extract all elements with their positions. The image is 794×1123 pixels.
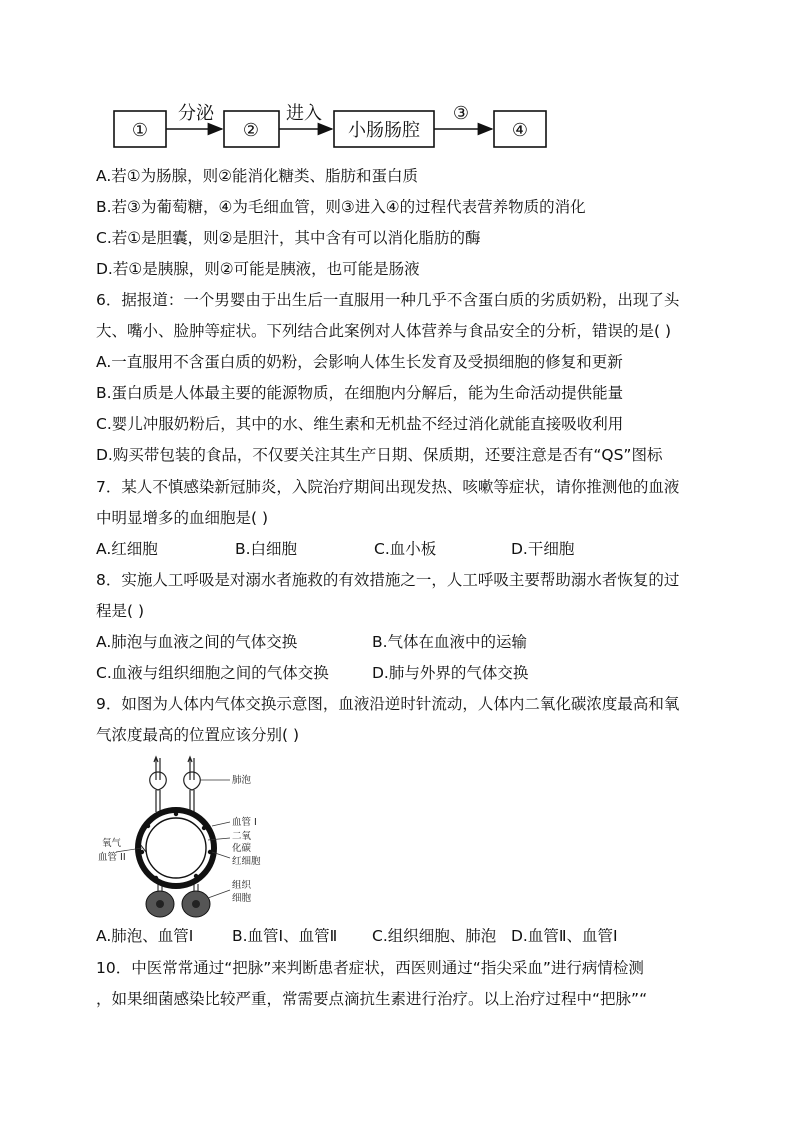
label-tissue-line1: 组织 bbox=[232, 880, 252, 891]
label-vessel-2: 血管 II bbox=[98, 852, 126, 863]
q9-option-c: C.组织细胞、肺泡 bbox=[372, 927, 497, 945]
q6-option-b: B.蛋白质是人体最主要的能源物质，在细胞内分解后，能为生命活动提供能量 bbox=[96, 384, 624, 402]
label-co2-line1: 二氧 bbox=[232, 831, 252, 842]
q8-stem-line2: 程是( ) bbox=[96, 602, 145, 620]
label-oxygen: 氧气 bbox=[102, 838, 122, 849]
q5-option-b: B.若③为葡萄糖，④为毛细血管，则③进入④的过程代表营养物质的消化 bbox=[96, 198, 586, 216]
q8-option-c: C.血液与组织细胞之间的气体交换 bbox=[96, 664, 329, 682]
q9-stem-line2: 气浓度最高的位置应该分别( ) bbox=[96, 726, 300, 744]
q5-option-d: D.若①是胰腺，则②可能是胰液，也可能是肠液 bbox=[96, 260, 420, 278]
q6-option-c: C.婴儿冲服奶粉后，其中的水、维生素和无机盐不经过消化就能直接吸收利用 bbox=[96, 415, 624, 433]
label-co2-line2: 化碳 bbox=[232, 843, 252, 854]
alveoli-drawing bbox=[150, 757, 201, 812]
q7-stem-line2: 中明显增多的血细胞是( ) bbox=[96, 509, 269, 527]
q7-option-a: A.红细胞 bbox=[96, 540, 158, 558]
vessel-ring-inner bbox=[146, 818, 206, 878]
q10-stem-line1: 10．中医常常通过“把脉”来判断患者症状，西医则通过“指尖采血”进行病情检测 bbox=[96, 959, 644, 977]
flow-box-4-label: ④ bbox=[511, 120, 529, 141]
q6-stem-line2: 大、嘴小、脸肿等症状。下列结合此案例对人体营养与食品安全的分析，错误的是( ) bbox=[96, 322, 672, 340]
q5-option-a: A.若①为肠腺，则②能消化糖类、脂肪和蛋白质 bbox=[96, 167, 419, 185]
gas-exchange-figure bbox=[96, 752, 296, 922]
flow-box-2-label: ② bbox=[242, 120, 260, 141]
q8-option-b: B.气体在血液中的运输 bbox=[372, 633, 528, 651]
flow-arrow-2-label: 进入 bbox=[286, 103, 322, 124]
q9-option-b: B.血管I、血管Ⅱ bbox=[232, 927, 338, 945]
q8-option-a: A.肺泡与血液之间的气体交换 bbox=[96, 633, 298, 651]
label-alveoli: 肺泡 bbox=[232, 775, 252, 786]
vessel-ring-outer bbox=[138, 810, 214, 886]
label-rbc: 红细胞 bbox=[232, 856, 261, 867]
q9-stem-line1: 9．如图为人体内气体交换示意图，血液沿逆时针流动，人体内二氧化碳浓度最高和氧 bbox=[96, 695, 680, 713]
q9-option-a: A.肺泡、血管I bbox=[96, 927, 194, 945]
q7-stem-line1: 7．某人不慎感染新冠肺炎，入院治疗期间出现发热、咳嗽等症状，请你推测他的血液 bbox=[96, 478, 680, 496]
q5-option-c: C.若①是胆囊，则②是胆汁，其中含有可以消化脂肪的酶 bbox=[96, 229, 481, 247]
flow-arrow-3-label: ③ bbox=[452, 103, 470, 124]
q7-option-b: B.白细胞 bbox=[235, 540, 298, 558]
q6-stem-line1: 6．据报道：一个男婴由于出生后一直服用一种几乎不含蛋白质的劣质奶粉，出现了头 bbox=[96, 291, 680, 309]
flow-box-1-label: ① bbox=[131, 120, 149, 141]
q7-option-c: C.血小板 bbox=[374, 540, 437, 558]
q10-stem-line2: ，如果细菌感染比较严重，常需要点滴抗生素进行治疗。以上治疗过程中“把脉”“ bbox=[96, 990, 648, 1008]
flow-box-3-label: 小肠肠腔 bbox=[348, 120, 420, 141]
q6-option-d: D.购买带包装的食品，不仅要关注其生产日期、保质期，还要注意是否有“QS”图标 bbox=[96, 446, 663, 464]
flow-arrow-1-label: 分泌 bbox=[178, 103, 214, 124]
q7-option-d: D.干细胞 bbox=[511, 540, 575, 558]
label-tissue-line2: 细胞 bbox=[232, 893, 252, 904]
label-vessel-1: 血管 I bbox=[232, 817, 257, 828]
q8-option-d: D.肺与外界的气体交换 bbox=[372, 664, 529, 682]
q8-stem-line1: 8．实施人工呼吸是对溺水者施救的有效措施之一，人工呼吸主要帮助溺水者恢复的过 bbox=[96, 571, 680, 589]
q6-option-a: A.一直服用不含蛋白质的奶粉，会影响人体生长发育及受损细胞的修复和更新 bbox=[96, 353, 623, 371]
q9-option-d: D.血管Ⅱ、血管I bbox=[511, 927, 618, 945]
digestion-flow-diagram bbox=[96, 94, 566, 154]
